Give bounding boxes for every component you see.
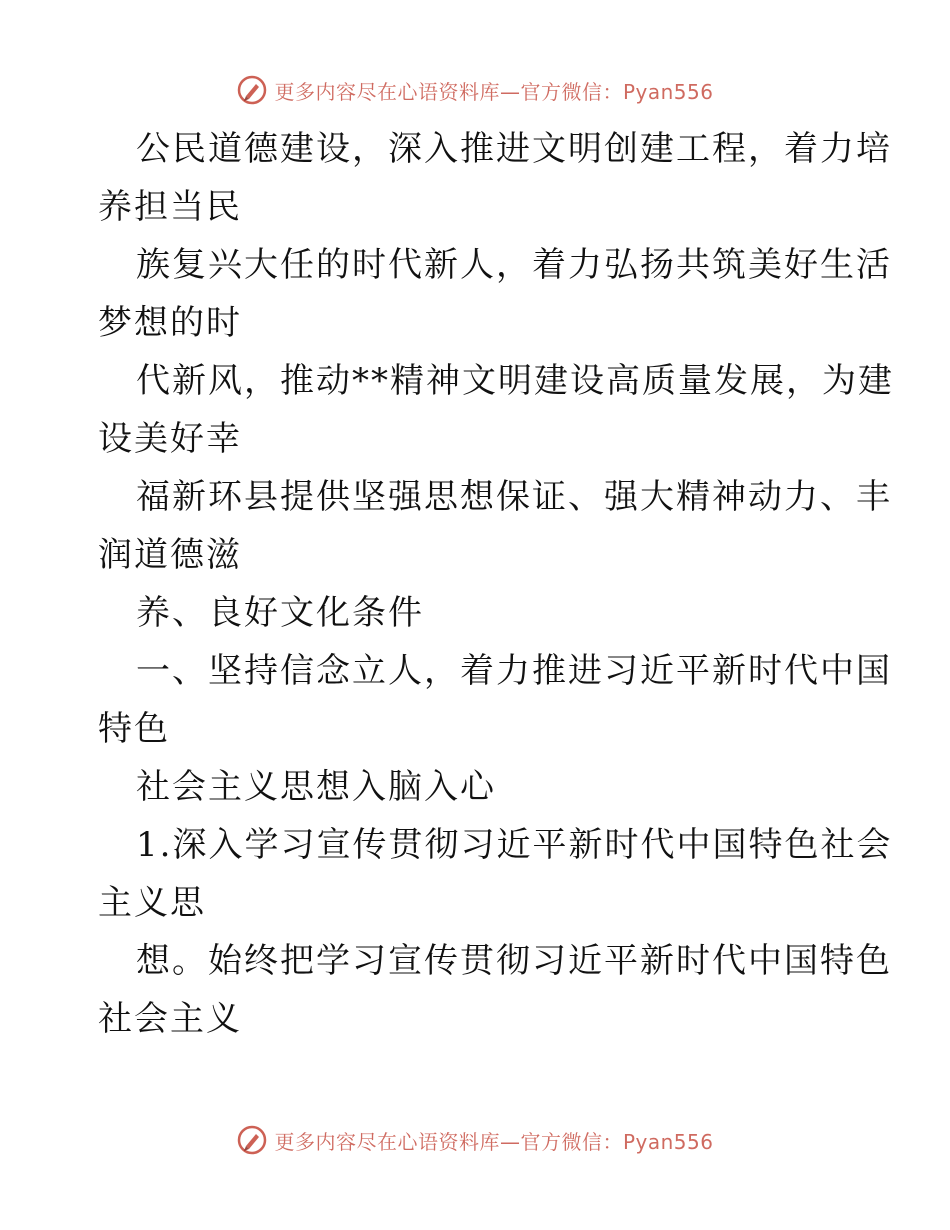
text-line: 主义思 [98,883,206,923]
text-line: 社会主义 [98,999,242,1039]
text-line: 想。始终把学习宣传贯彻习近平新时代中国特色 [136,941,892,981]
text-line: 代新风，推动**精神文明建设高质量发展，为建 [136,361,894,401]
text-line: 族复兴大任的时代新人，着力弘扬共筑美好生活 [136,245,892,285]
text-line: 一、坚持信念立人，着力推进习近平新时代中国 [136,651,892,691]
text-line: 设美好幸 [98,419,242,459]
watermark-text: 更多内容尽在心语资料库—官方微信：Pyan556 [274,79,714,104]
text-line: 养、良好文化条件 [136,593,424,633]
footer-watermark [0,1120,950,1160]
text-line: 梦想的时 [98,303,242,343]
text-line: 特色 [98,709,170,749]
watermark-text: 更多内容尽在心语资料库—官方微信：Pyan556 [274,1129,714,1154]
text-line: 公民道德建设，深入推进文明创建工程，着力培 [136,129,892,169]
text-line: 养担当民 [98,187,242,227]
text-line: 社会主义思想入脑入心 [136,767,496,807]
text-line: 1.深入学习宣传贯彻习近平新时代中国特色社会 [136,825,893,865]
pen-nib-icon [236,74,268,106]
text-line: 福新环县提供坚强思想保证、强大精神动力、丰 [136,477,892,517]
header-watermark [0,70,950,110]
text-line: 润道德滋 [98,535,242,575]
pen-nib-icon [236,1124,268,1156]
document-body [98,120,894,1048]
